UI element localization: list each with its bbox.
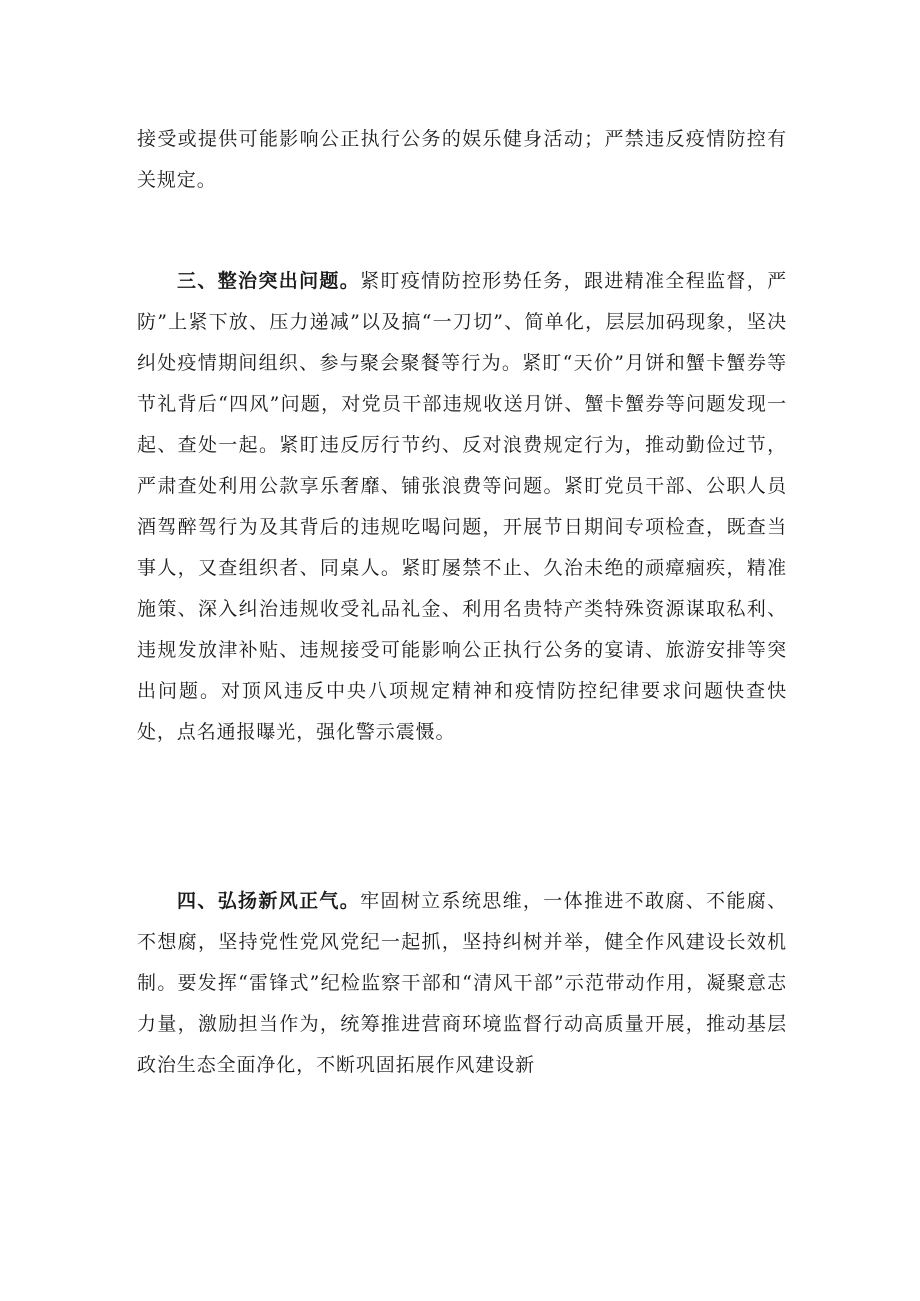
paragraph-text: 牢固树立系统思维，一体推进不敢腐、不能腐、不想腐，坚持党性党风党纪一起抓，坚持纠树并举，健全作风建设长效机制。要发挥“雷锋式”纪检监察干部和“清风干部”示范带动作用，凝聚意志力量，激励担当作为，统筹推进营商环境监督行动高质量开展，推动基层政治生态全面净化，不断巩固拓展作风建设新 <box>137 890 787 1076</box>
section-heading: 三、整治突出问题。 <box>177 270 361 292</box>
paragraph-section-three <box>137 261 787 753</box>
paragraph-text: 紧盯疫情防控形势任务，跟进精准全程监督，严防”上紧下放、压力递减”以及搞“一刀切”、简单化，层层加码现象，坚决纠处疫情期间组织、参与聚会聚餐等行为。紧盯“天价”月饼和蟹卡蟹券等节礼背后“四风”问题，对党员干部违规收送月饼、蟹卡蟹券等问题发现一起、查处一起。紧盯违反厉行节约、反对浪费规定行为，推动勤俭过节，严肃查处利用公款享乐奢靡、铺张浪费等问题。紧盯党员干部、公职人员酒驾醉驾行为及其背后的违规吃喝问题，开展节日期间专项检查，既查当事人，又查组织者、同桌人。紧盯屡禁不止、久治未绝的顽瘴痼疾，精准施策、深入纠治违规收受礼品礼金、利用名贵特产类特殊资源谋取私利、违规发放津补贴、违规接受可能影响公正执行公务的宴请、旅游安排等突出问题。对顶风违反中央八项规定精神和疫情防控纪律要求问题快查快处，点名通报曝光，强化警示震慑。 <box>137 270 787 743</box>
paragraph-text: 接受或提供可能影响公正执行公务的娱乐健身活动；严禁违反疫情防控有关规定。 <box>137 128 787 191</box>
paragraph-section-four <box>137 881 787 1086</box>
section-heading: 四、弘扬新风正气。 <box>177 890 361 912</box>
paragraph-continuation <box>137 119 787 201</box>
